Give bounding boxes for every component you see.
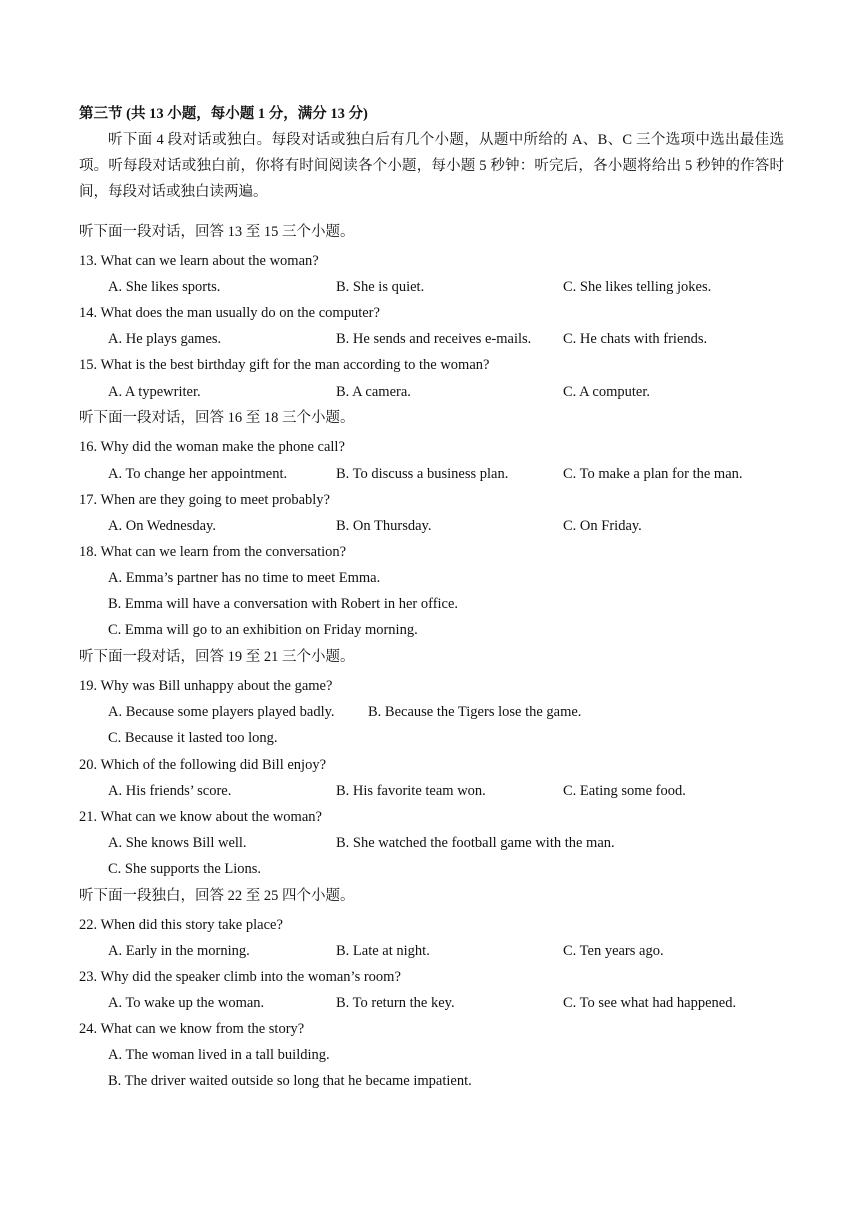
question-stem: 15. What is the best birthday gift for the man according to the woman? [79, 357, 490, 373]
section-instructions: 听下面 4 段对话或独白。每段对话或独白后有几个小题，从题中所给的 A、B、C 三个选项中选出最佳选项。听每段对话或独白前，你将有时间阅读各个小题，每小题 5 秒钟：听完后，各小题将给出 5 秒钟的作答时间，每段对话或独白读两遍。 [79, 132, 784, 200]
question-stem: 16. Why did the woman make the phone call? [79, 439, 345, 455]
option-c: C. To make a plan for the man. [563, 466, 743, 482]
option-c: C. A computer. [563, 384, 650, 400]
option-b: B. She is quiet. [336, 279, 425, 295]
option-a: A. Because some players played badly. [108, 704, 335, 720]
question-stem: 24. What can we know from the story? [79, 1021, 305, 1037]
option-b: B. Emma will have a conversation with Robert in her office. [108, 596, 459, 612]
option-b: B. The driver waited outside so long that he became impatient. [108, 1073, 472, 1089]
group-intro: 听下面一段对话，回答 16 至 18 三个小题。 [79, 410, 355, 426]
option-c: C. To see what had happened. [563, 995, 737, 1011]
option-b: B. To discuss a business plan. [336, 466, 509, 482]
option-a: A. The woman lived in a tall building. [108, 1047, 330, 1063]
section-title: 第三节 (共 13 小题，每小题 1 分，满分 13 分) [79, 106, 368, 122]
question-stem: 14. What does the man usually do on the computer? [79, 305, 380, 321]
question-stem: 13. What can we learn about the woman? [79, 253, 319, 269]
option-c: C. Ten years ago. [563, 943, 664, 959]
option-b: B. To return the key. [336, 995, 455, 1011]
option-b: B. A camera. [336, 384, 411, 400]
option-a: A. To change her appointment. [108, 466, 288, 482]
option-b: B. On Thursday. [336, 518, 432, 534]
option-a: A. On Wednesday. [108, 518, 216, 534]
question-stem: 23. Why did the speaker climb into the woman’s room? [79, 969, 401, 985]
option-b: B. His favorite team won. [336, 783, 486, 799]
question-stem: 21. What can we know about the woman? [79, 809, 322, 825]
question-stem: 18. What can we learn from the conversation? [79, 544, 347, 560]
option-a: A. She likes sports. [108, 279, 221, 295]
question-stem: 22. When did this story take place? [79, 917, 283, 933]
option-c: C. She likes telling jokes. [563, 279, 712, 295]
option-c: C. Eating some food. [563, 783, 686, 799]
group-intro: 听下面一段对话，回答 13 至 15 三个小题。 [79, 224, 355, 240]
question-stem: 20. Which of the following did Bill enjoy? [79, 757, 327, 773]
option-c: C. Emma will go to an exhibition on Friday morning. [108, 622, 418, 638]
group-intro: 听下面一段对话，回答 19 至 21 三个小题。 [79, 649, 355, 665]
question-stem: 17. When are they going to meet probably? [79, 492, 330, 508]
option-a: A. He plays games. [108, 331, 222, 347]
question-stem: 19. Why was Bill unhappy about the game? [79, 678, 333, 694]
option-b: B. She watched the football game with the man. [336, 835, 615, 851]
option-c: C. She supports the Lions. [108, 861, 262, 877]
option-a: A. She knows Bill well. [108, 835, 247, 851]
option-a: A. To wake up the woman. [108, 995, 265, 1011]
option-b: B. Because the Tigers lose the game. [368, 704, 582, 720]
option-a: A. Emma’s partner has no time to meet Emma. [108, 570, 381, 586]
option-b: B. He sends and receives e-mails. [336, 331, 532, 347]
option-c: C. Because it lasted too long. [108, 730, 278, 746]
option-a: A. Early in the morning. [108, 943, 250, 959]
option-c: C. On Friday. [563, 518, 642, 534]
option-c: C. He chats with friends. [563, 331, 708, 347]
group-intro: 听下面一段独白，回答 22 至 25 四个小题。 [79, 888, 355, 904]
option-a: A. His friends’ score. [108, 783, 232, 799]
option-a: A. A typewriter. [108, 384, 201, 400]
option-b: B. Late at night. [336, 943, 430, 959]
